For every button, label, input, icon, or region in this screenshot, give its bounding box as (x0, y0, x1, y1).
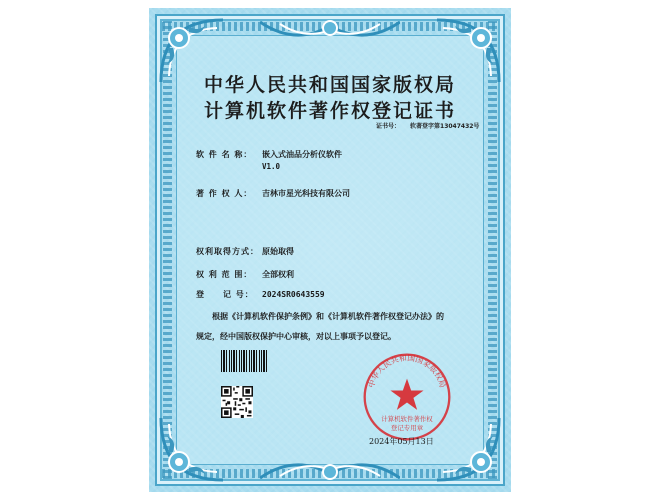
barcode-icon (221, 350, 267, 372)
seal-text-outer: 中华人民共和国国家版权局 (366, 353, 448, 389)
official-seal (361, 351, 453, 443)
field-software-name (196, 149, 342, 171)
field-label: 软 件 名 称： (196, 150, 253, 159)
certificate-number-value: 软著登字第13047432号 (410, 123, 480, 130)
field-registration-number (196, 289, 325, 300)
field-label: 权 利 范 围： (196, 270, 253, 279)
software-copyright-certificate (149, 8, 511, 492)
field-value: 吉林市星光科技有限公司 (262, 189, 350, 198)
qr-code-icon (221, 386, 253, 418)
field-rights-scope (196, 269, 294, 280)
field-acquisition-method (196, 246, 294, 257)
certificate-number-label: 证书号： (376, 123, 401, 130)
certificate-title: 计算机软件著作权登记证书 (203, 100, 456, 122)
field-value: 嵌入式油品分析仪软件 (262, 150, 342, 159)
software-version: V1.0 (262, 162, 281, 171)
certificate-number (376, 121, 479, 130)
registration-statement (196, 307, 486, 347)
seal-text-inner: 登记专用章 (390, 424, 424, 433)
field-label: 权利取得方式： (196, 247, 259, 256)
field-value: 2024SR0643559 (262, 290, 325, 299)
seal-text-inner: 计算机软件著作权 (381, 414, 433, 423)
bottom-center-ornament-icon (260, 450, 400, 484)
top-center-ornament-icon (260, 16, 400, 50)
certificate-title-issuer: 中华人民共和国国家版权局 (203, 74, 456, 96)
statement-text: 规定，经中国版权保护中心审核，对以上事项予以登记。 (196, 332, 396, 341)
field-value: 原始取得 (262, 247, 294, 256)
issue-date: 2024年05月13日 (369, 437, 434, 446)
seal-star-icon (390, 379, 423, 410)
field-label: 著 作 权 人： (196, 189, 253, 198)
statement-line (196, 307, 486, 327)
statement-line (196, 327, 486, 347)
field-label: 登 记 号： (196, 290, 254, 299)
field-value: 全部权利 (262, 270, 294, 279)
corner-ornament-icon (157, 414, 227, 484)
field-copyright-holder (196, 188, 350, 199)
statement-text: 根据《计算机软件保护条例》和《计算机软件著作权登记办法》的 (212, 312, 444, 321)
